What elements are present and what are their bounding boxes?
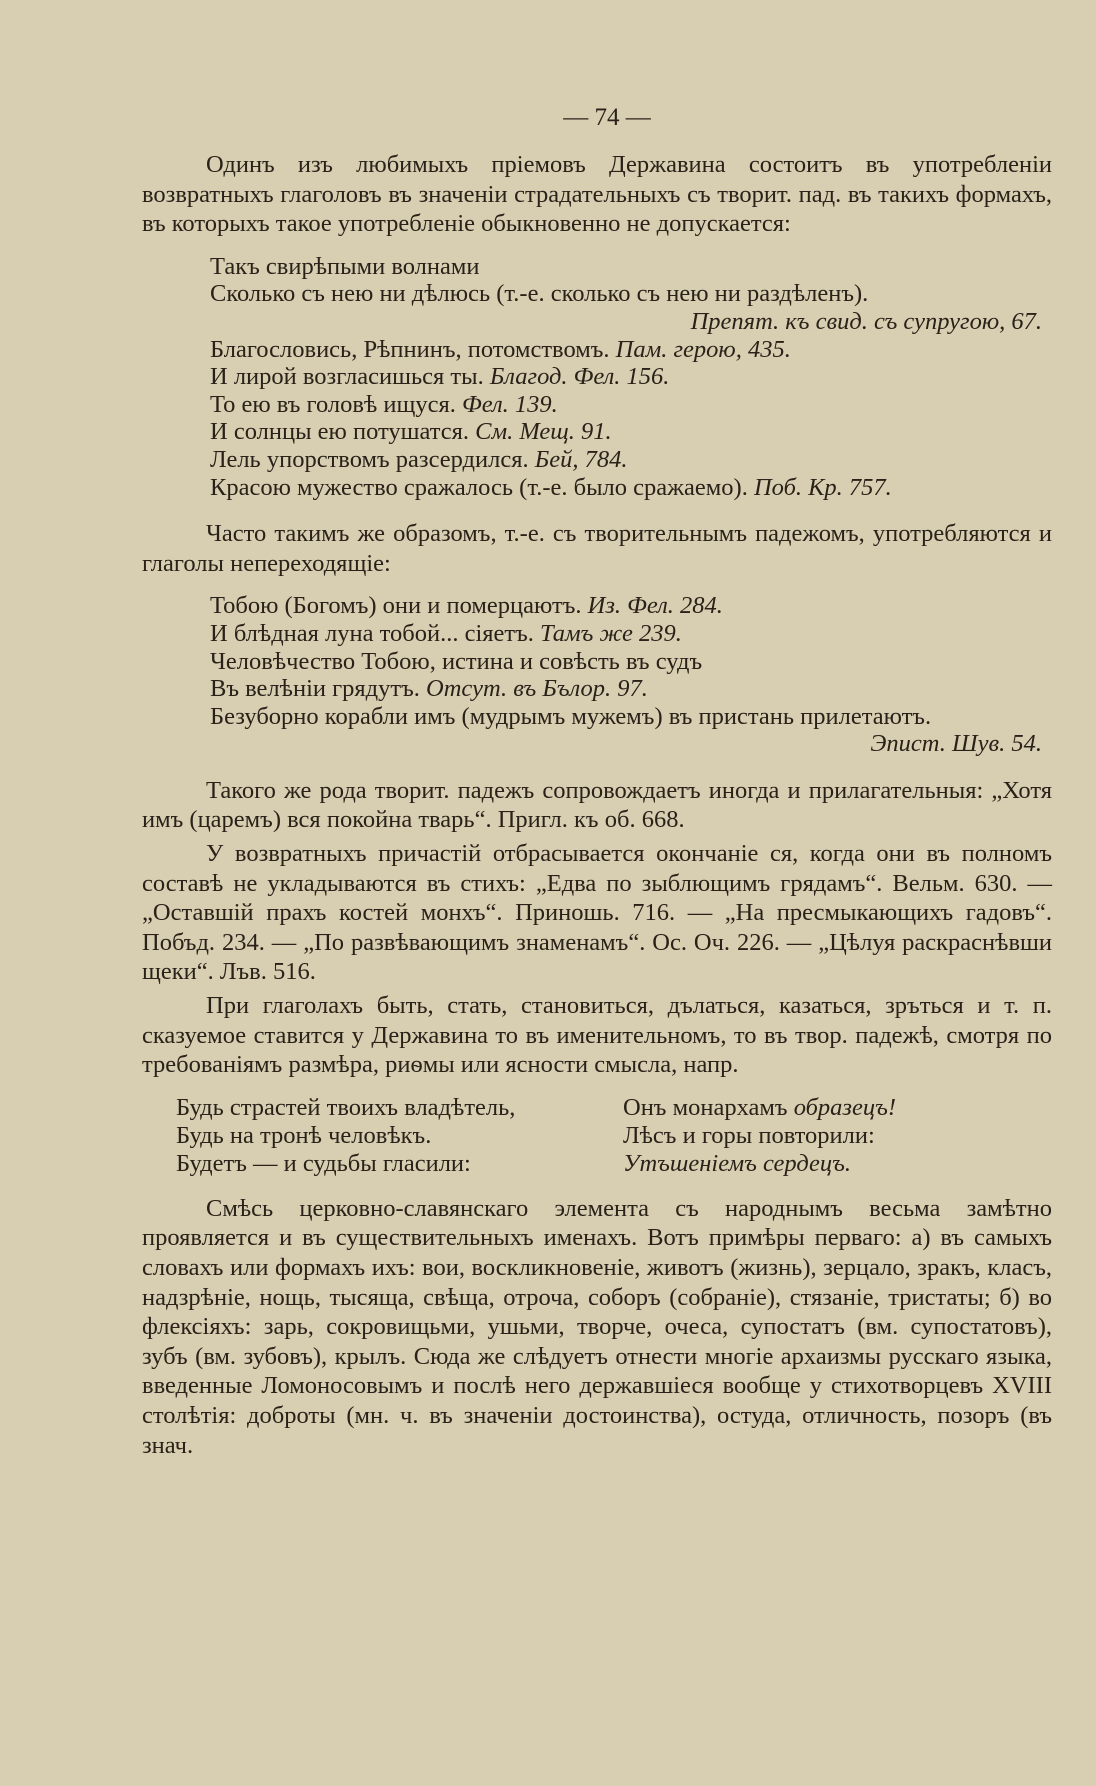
quote-line: Будь страстей твоихъ владѣтель, <box>176 1093 516 1121</box>
paragraph-5: При глаголахъ быть, стать, становиться, дълаться, казаться, зръться и т. п. сказуемое ставится у Державина то въ именительномъ, то въ твор. падежѣ, смотря по требованіямъ размѣра, риѳмы или ясности смысла, напр. <box>142 992 1052 1079</box>
quote-line: Будь на тронѣ человѣкъ. <box>176 1121 432 1149</box>
quote-line: И лирой возгласишься ты. Благод. Фел. 156. <box>210 363 670 391</box>
quote-line: Утъшеніемъ сердецъ. <box>623 1149 851 1177</box>
paragraph-3: Такого же рода творит. падежъ сопровождаетъ иногда и прилагательныя: „Хотя имъ (царемъ) вся покойна тварь“. Пригл. къ об. 668. <box>142 776 1052 834</box>
quote-line: Лѣсъ и горы повторили: <box>623 1121 875 1149</box>
left-column <box>176 1094 605 1178</box>
quote-line: Такъ свирѣпыми волнами <box>210 252 480 280</box>
paragraph-2: Часто такимъ же образомъ, т.-е. съ творительнымъ падежомъ, употребляются и глаголы непереходящіе: <box>142 520 1052 577</box>
right-column <box>623 1094 1052 1178</box>
paragraph-6: Смѣсь церковно-славянскаго элемента съ народнымъ весьма замѣтно проявляется и въ существительныхъ именахъ. Вотъ примѣры перваго: а) въ самыхъ словахъ или формахъ ихъ: вои, воскликновеніе, животъ (жизнь), зерцало, зракъ, класъ, надзрѣніе, нощь, тысяща, свѣща, отроча, соборъ (собраніе), стязаніе, тристаты; б) во флексіяхъ: зарь, сокровищьми, ушьми, творче, очеса, супостатъ (вм. супостатовъ), зубъ (вм. зубовъ), крылъ. Сюда же слѣдуетъ отнести многіе архаизмы русскаго языка, введенные Ломоносовымъ и послѣ него державшіеся вообще у стихотворцевъ XVIII столѣтія: доброты (мн. ч. въ значеніи достоинства), остуда, отличность, позоръ (въ знач. <box>142 1194 1052 1459</box>
quote-line: Лель упорствомъ разсердился. Бей, 784. <box>210 445 628 473</box>
paragraph-1: Одинъ изъ любимыхъ пріемовъ Державина состоитъ въ употребленіи возвратныхъ глаголовъ въ значеніи страдательныхъ съ творит. пад. въ такихъ формахъ, въ которыхъ такое употребленіе обыкновенно не допускается: <box>142 151 1052 238</box>
quote-block-2 <box>210 592 1052 758</box>
quote-line: Сколько съ нею ни дѣлюсь (т.-е. сколько съ нею ни раздѣленъ). <box>210 280 869 308</box>
quote-line: И солнцы ею потушатся. См. Мещ. 91. <box>210 418 612 446</box>
quote-source: Эпист. Шув. 54. <box>870 730 1042 758</box>
two-column-quote <box>176 1094 1052 1178</box>
quote-line: Человѣчество Тобою, истина и совѣсть въ судъ <box>210 647 703 675</box>
quote-line: Онъ монархамъ образецъ! <box>623 1093 896 1121</box>
page-number: — 74 — <box>563 104 651 131</box>
quote-line: Будетъ — и судьбы гласили: <box>176 1149 471 1177</box>
paragraph-4: У возвратныхъ причастій отбрасывается окончаніе ся, когда они въ полномъ составѣ не укладываются въ стихъ: „Едва по зыблющимъ грядамъ“. Вельм. 630. — „Оставшій прахъ костей монхъ“. Приношь. 716. — „На пресмыкающихъ гадовъ“. Побъд. 234. — „По развѣвающимъ знаменамъ“. Ос. Оч. 226. — „Цѣлуя раскраснѣвши щеки“. Лъв. 516. <box>142 840 1052 986</box>
quote-line: Тобою (Богомъ) они и померцаютъ. Из. Фел. 284. <box>210 592 723 620</box>
quote-line: Красою мужество сражалось (т.-е. было сражаемо). Поб. Кр. 757. <box>210 473 892 501</box>
quote-block-1 <box>210 253 1052 501</box>
quote-line: И блѣдная луна тобой... сіяетъ. Тамъ же 239. <box>210 619 682 647</box>
quote-line: Въ велѣніи грядутъ. Отсут. въ Бълор. 97. <box>210 675 648 703</box>
quote-line: Безуборно корабли имъ (мудрымъ мужемъ) въ пристань прилетаютъ. <box>210 702 932 730</box>
quote-source: Препят. къ свид. съ супругою, 67. <box>690 307 1042 335</box>
quote-line: Благословись, Рѣпнинъ, потомствомъ. Пам. герою, 435. <box>210 335 791 363</box>
quote-line: То ею въ головѣ ищуся. Фел. 139. <box>210 390 558 418</box>
